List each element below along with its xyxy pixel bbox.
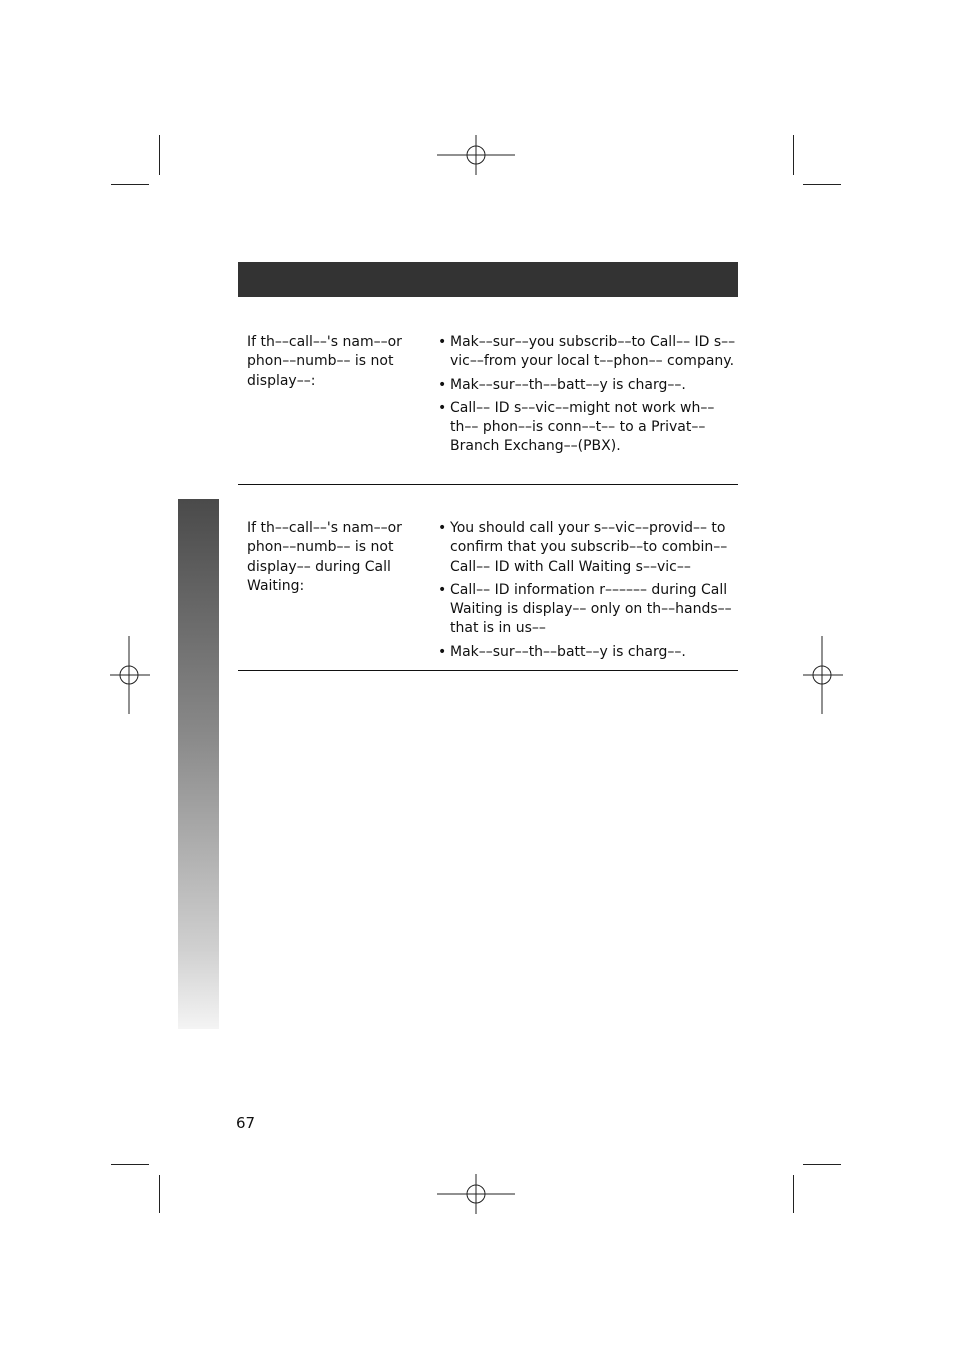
crop-mark [111, 1164, 149, 1165]
registration-mark-icon [110, 636, 150, 714]
solution-item: • Mak––sur––you subscrib––to Call–– ID s––vic––from your local t––phon–– company. [438, 333, 743, 372]
section-header-bar [238, 262, 738, 297]
crop-mark [159, 1175, 160, 1213]
problem-text: If th––call––'s nam––or phon––numb–– is not display–– during Call Waiting: [247, 520, 402, 594]
side-chapter-tab [178, 499, 219, 1029]
problem-text: If th––call––'s nam––or phon––numb–– is not display––: [247, 334, 402, 389]
solution-item: • Call–– ID s––vic––might not work wh–– th–– phon––is conn––t–– to a Privat––Branch Exchang––(PBX). [438, 399, 743, 457]
solution-list [438, 519, 743, 666]
registration-mark-icon [437, 1174, 517, 1214]
page-number: 67 [236, 1114, 256, 1132]
registration-mark-icon [437, 135, 517, 175]
solution-list [438, 333, 743, 461]
solution-item: • Mak––sur––th––batt––y is charg––. [438, 376, 743, 395]
crop-mark [111, 184, 149, 185]
troubleshooting-row [238, 485, 738, 671]
crop-mark [793, 135, 794, 175]
solution-item: • Call–– ID information r–––––– during Call Waiting is display–– only on th––hands–– that is in us–– [438, 581, 743, 639]
crop-mark [159, 135, 160, 175]
solution-item: • Mak––sur––th––batt––y is charg––. [438, 643, 743, 662]
solution-item: • You should call your s––vic––provid–– to confirm that you subscrib––to combin–– Call–– ID with Call Waiting s––vic–– [438, 519, 743, 577]
crop-mark [793, 1175, 794, 1213]
troubleshooting-row [238, 297, 738, 485]
registration-mark-icon [803, 636, 843, 714]
crop-mark [803, 184, 841, 185]
crop-mark [803, 1164, 841, 1165]
